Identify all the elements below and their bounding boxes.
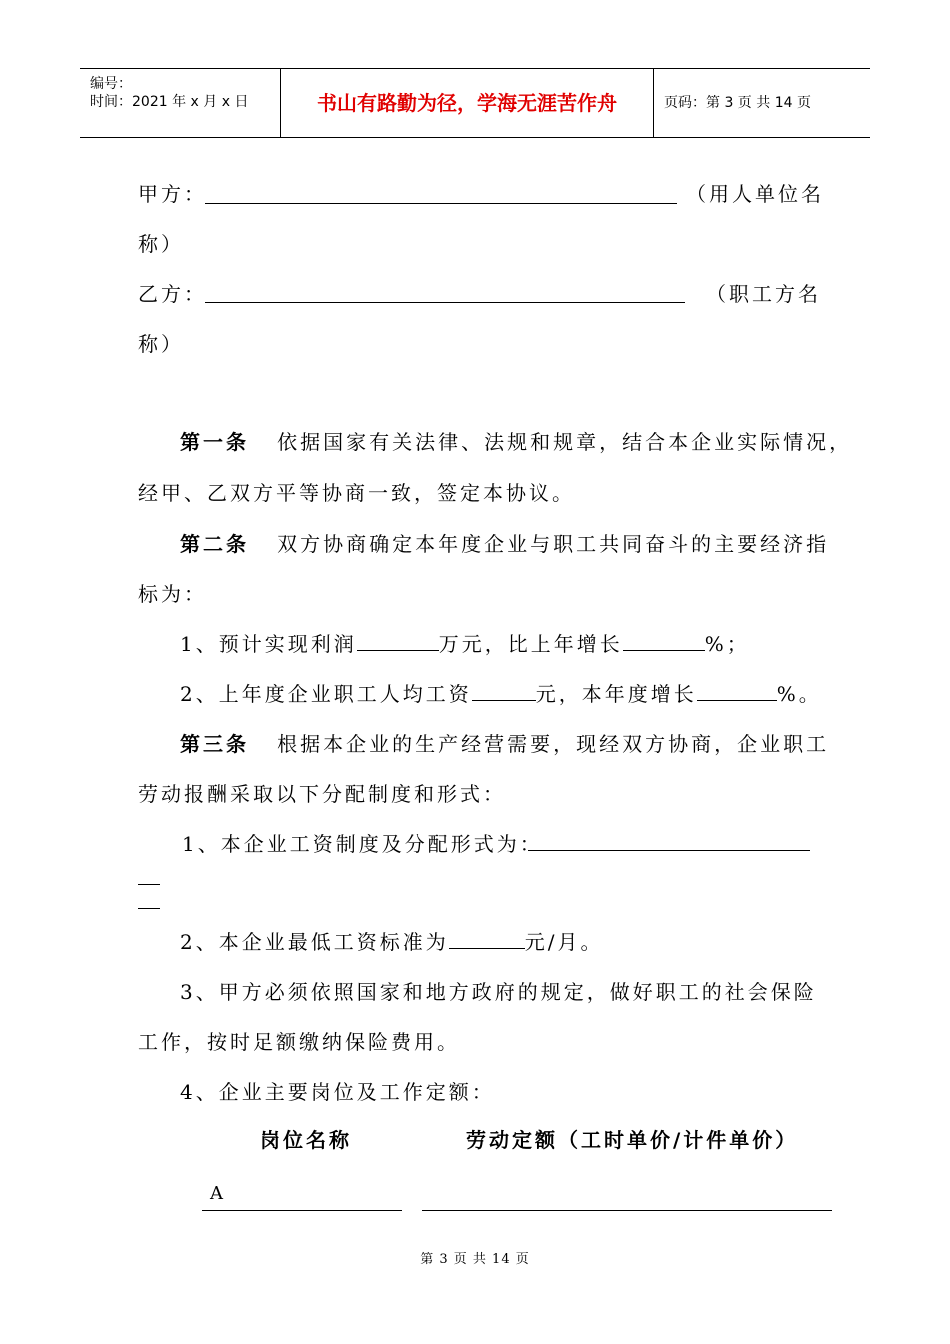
table-row-1-quota-line: [422, 1210, 832, 1211]
party-a-note: （用人单位名: [686, 182, 824, 206]
item-1-text-c: %；: [704, 632, 750, 656]
article-2-item-2: [180, 680, 822, 708]
wage-system-blank: [528, 850, 810, 851]
article-1-text-1: 依据国家有关法律、法规和规章，结合本企业实际情况，: [277, 430, 853, 454]
party-b-label: 乙方：: [138, 282, 207, 306]
wage-growth-blank: [697, 680, 777, 701]
document-header: [80, 68, 870, 138]
min-wage-text-b: 元/月。: [524, 930, 604, 954]
party-b-note-cont: 称）: [138, 332, 184, 356]
article-1-line-2: 经甲、乙双方平等协商一致，签定本协议。: [138, 481, 575, 505]
wage-system-blank-cont-1: [138, 884, 160, 885]
table-header-position: 岗位名称: [260, 1128, 352, 1152]
article-3-text-1: 根据本企业的生产经营需要，现经双方协商，企业职工: [277, 732, 830, 756]
header-meta-cell: [80, 69, 281, 137]
article-3-item-2: [180, 928, 603, 956]
time-label: 时间：2021 年 x 月 x 日: [90, 94, 249, 110]
item-2-text-a: 2、上年度企业职工人均工资: [180, 682, 472, 706]
item-2-text-c: %。: [776, 682, 822, 706]
party-a-note-cont: 称）: [138, 232, 184, 256]
article-2-text-1: 双方协商确定本年度企业与职工共同奋斗的主要经济指: [277, 532, 830, 556]
profit-growth-blank: [623, 630, 705, 651]
article-2-item-1: [180, 630, 750, 658]
avg-wage-blank: [472, 680, 536, 701]
header-page-info: 页码：第 3 页 共 14 页: [664, 95, 811, 111]
article-3-line-1: [180, 730, 829, 758]
article-3-item-1: 1、本企业工资制度及分配形式为：: [182, 832, 543, 856]
article-3-title: 第三条: [180, 732, 249, 756]
min-wage-blank: [449, 928, 525, 949]
wage-system-blank-cont-2: [138, 908, 160, 909]
min-wage-text-a: 2、本企业最低工资标准为: [180, 930, 449, 954]
article-3-item-4: 4、企业主要岗位及工作定额：: [180, 1080, 495, 1104]
party-a-blank: [205, 203, 677, 204]
item-1-text-a: 1、预计实现利润: [180, 632, 357, 656]
page-footer: 第 3 页 共 14 页: [420, 1252, 530, 1267]
article-2-line-2: 标为：: [138, 582, 207, 606]
table-header-quota: 劳动定额（工时单价/计件单价）: [466, 1128, 799, 1152]
article-3-line-2: 劳动报酬采取以下分配制度和形式：: [138, 782, 506, 806]
table-row-1-position-line: [202, 1210, 402, 1211]
header-motto: 书山有路勤为径，学海无涯苦作舟: [281, 69, 654, 137]
article-3-item-3-line-1: 3、甲方必须依照国家和地方政府的规定，做好职工的社会保险: [180, 980, 817, 1004]
item-2-text-b: 元，本年度增长: [535, 682, 697, 706]
number-label: 编号：: [90, 76, 132, 92]
article-1-title: 第一条: [180, 430, 249, 454]
item-1-text-b: 万元，比上年增长: [438, 632, 623, 656]
party-b-note: （职工方名: [706, 282, 821, 306]
article-2-line-1: [180, 530, 829, 558]
profit-blank: [357, 630, 439, 651]
article-1-line-1: [180, 428, 852, 456]
party-a-label: 甲方：: [138, 182, 207, 206]
article-2-title: 第二条: [180, 532, 249, 556]
article-3-item-3-line-2: 工作，按时足额缴纳保险费用。: [138, 1030, 460, 1054]
party-b-blank: [205, 302, 685, 303]
table-row-1-position: A: [210, 1183, 226, 1204]
